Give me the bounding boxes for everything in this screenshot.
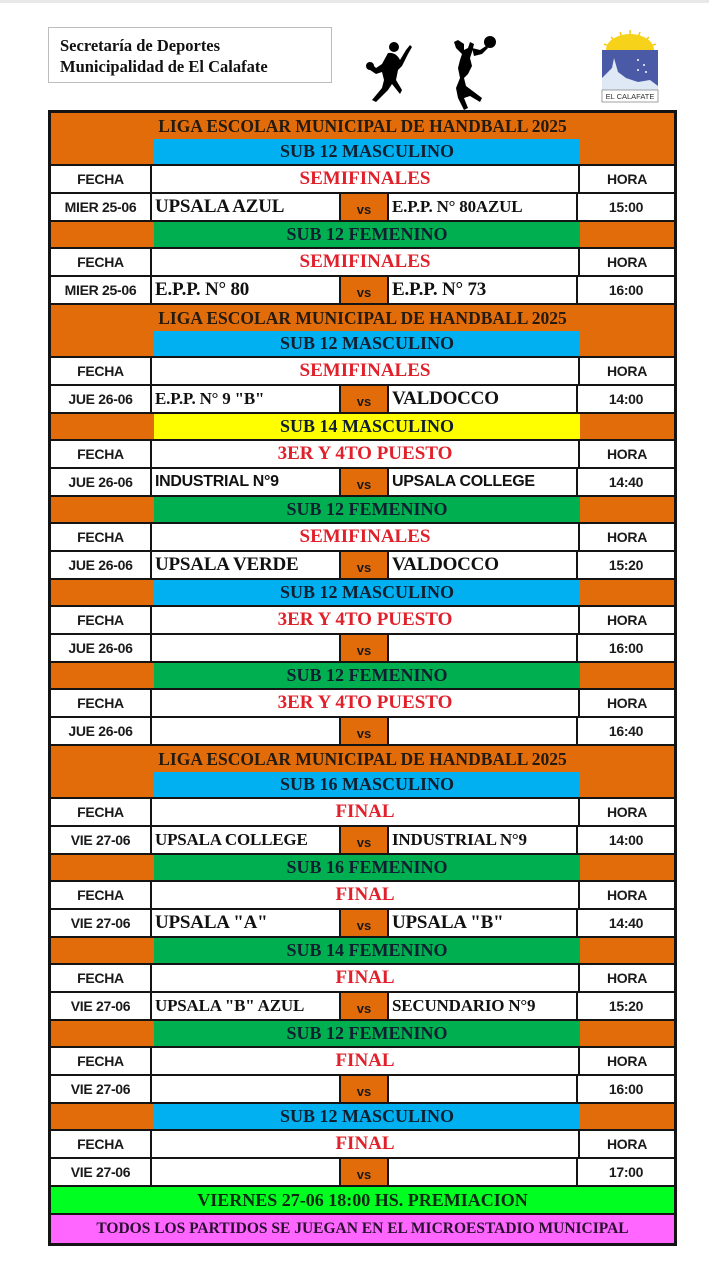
match-date: MIER 25-06 bbox=[51, 277, 152, 303]
league-title: LIGA ESCOLAR MUNICIPAL DE HANDBALL 2025 bbox=[158, 307, 567, 328]
stage-row bbox=[51, 799, 674, 827]
match-row bbox=[51, 910, 674, 938]
vs-label: vs bbox=[341, 635, 389, 661]
awards-text: VIERNES 27-06 18:00 HS. PREMIACION bbox=[197, 1189, 528, 1210]
stage-row bbox=[51, 965, 674, 993]
match-time: 16:00 bbox=[578, 277, 674, 303]
fecha-header: FECHA bbox=[51, 690, 152, 716]
team-away bbox=[389, 1159, 578, 1185]
team-away bbox=[389, 1076, 578, 1102]
fecha-header: FECHA bbox=[51, 882, 152, 908]
match-date: MIER 25-06 bbox=[51, 194, 152, 220]
match-row bbox=[51, 194, 674, 222]
match-time: 16:00 bbox=[578, 1076, 674, 1102]
awards-banner bbox=[51, 1187, 674, 1215]
team-home bbox=[152, 718, 341, 744]
vs-label: vs bbox=[341, 993, 389, 1019]
team-home: UPSALA VERDE bbox=[152, 552, 341, 578]
team-away: E.P.P. N° 73 bbox=[389, 277, 578, 303]
schedule-table bbox=[48, 110, 677, 1246]
team-home: INDUSTRIAL N°9 bbox=[152, 469, 341, 495]
vs-label: vs bbox=[341, 910, 389, 936]
vs-label: vs bbox=[341, 1159, 389, 1185]
category-row bbox=[51, 580, 674, 607]
team-away bbox=[389, 635, 578, 661]
hora-header: HORA bbox=[580, 607, 674, 633]
team-away: INDUSTRIAL N°9 bbox=[389, 827, 578, 853]
category-label: SUB 16 MASCULINO bbox=[154, 772, 580, 797]
match-date: VIE 27-06 bbox=[51, 993, 152, 1019]
match-time: 14:00 bbox=[578, 386, 674, 412]
team-away: VALDOCCO bbox=[389, 386, 578, 412]
fecha-header: FECHA bbox=[51, 1048, 152, 1074]
match-row bbox=[51, 386, 674, 414]
match-row bbox=[51, 469, 674, 497]
hora-header: HORA bbox=[580, 441, 674, 467]
fecha-header: FECHA bbox=[51, 965, 152, 991]
match-date: JUE 26-06 bbox=[51, 552, 152, 578]
hora-header: HORA bbox=[580, 882, 674, 908]
stage-label: 3ER Y 4TO PUESTO bbox=[152, 607, 580, 633]
match-row bbox=[51, 827, 674, 855]
league-title: LIGA ESCOLAR MUNICIPAL DE HANDBALL 2025 bbox=[158, 115, 567, 136]
match-time: 15:20 bbox=[578, 993, 674, 1019]
league-title: LIGA ESCOLAR MUNICIPAL DE HANDBALL 2025 bbox=[158, 748, 567, 769]
category-row bbox=[51, 331, 674, 358]
fecha-header: FECHA bbox=[51, 799, 152, 825]
hora-header: HORA bbox=[580, 690, 674, 716]
stage-label: FINAL bbox=[152, 965, 580, 991]
vs-label: vs bbox=[341, 718, 389, 744]
header-line-2: Municipalidad de El Calafate bbox=[60, 57, 268, 76]
hora-header: HORA bbox=[580, 1131, 674, 1157]
category-row bbox=[51, 855, 674, 882]
league-title-row bbox=[51, 746, 674, 772]
stage-label: SEMIFINALES bbox=[152, 358, 580, 384]
fecha-header: FECHA bbox=[51, 166, 152, 192]
category-row bbox=[51, 497, 674, 524]
team-home: E.P.P. N° 80 bbox=[152, 277, 341, 303]
hora-header: HORA bbox=[580, 965, 674, 991]
category-row bbox=[51, 938, 674, 965]
team-home bbox=[152, 1159, 341, 1185]
match-row bbox=[51, 1159, 674, 1187]
stage-row bbox=[51, 358, 674, 386]
fecha-header: FECHA bbox=[51, 1131, 152, 1157]
team-away: UPSALA "B" bbox=[389, 910, 578, 936]
stage-row bbox=[51, 1131, 674, 1159]
stage-row bbox=[51, 524, 674, 552]
organization-header bbox=[48, 27, 332, 83]
team-away: SECUNDARIO N°9 bbox=[389, 993, 578, 1019]
match-time: 15:20 bbox=[578, 552, 674, 578]
team-home: UPSALA AZUL bbox=[152, 194, 341, 220]
hora-header: HORA bbox=[580, 524, 674, 550]
match-date: JUE 26-06 bbox=[51, 469, 152, 495]
match-row bbox=[51, 718, 674, 746]
vs-label: vs bbox=[341, 469, 389, 495]
hora-header: HORA bbox=[580, 358, 674, 384]
match-date: JUE 26-06 bbox=[51, 386, 152, 412]
category-row bbox=[51, 139, 674, 166]
fecha-header: FECHA bbox=[51, 524, 152, 550]
stage-label: FINAL bbox=[152, 799, 580, 825]
team-home: E.P.P. N° 9 "B" bbox=[152, 386, 341, 412]
league-title-row bbox=[51, 113, 674, 139]
stage-label: 3ER Y 4TO PUESTO bbox=[152, 441, 580, 467]
category-label: SUB 12 FEMENINO bbox=[154, 497, 580, 522]
match-date: VIE 27-06 bbox=[51, 1076, 152, 1102]
category-label: SUB 12 MASCULINO bbox=[154, 580, 580, 605]
team-home: UPSALA "B" AZUL bbox=[152, 993, 341, 1019]
category-label: SUB 12 MASCULINO bbox=[154, 331, 580, 356]
vs-label: vs bbox=[341, 827, 389, 853]
vs-label: vs bbox=[341, 277, 389, 303]
handball-player-female-icon bbox=[448, 34, 504, 110]
team-home: UPSALA "A" bbox=[152, 910, 341, 936]
stage-row bbox=[51, 690, 674, 718]
hora-header: HORA bbox=[580, 799, 674, 825]
category-label: SUB 12 MASCULINO bbox=[154, 139, 580, 164]
match-row bbox=[51, 993, 674, 1021]
match-time: 14:00 bbox=[578, 827, 674, 853]
stage-row bbox=[51, 441, 674, 469]
team-home: UPSALA COLLEGE bbox=[152, 827, 341, 853]
match-time: 14:40 bbox=[578, 469, 674, 495]
team-away bbox=[389, 718, 578, 744]
category-row bbox=[51, 414, 674, 441]
match-row bbox=[51, 1076, 674, 1104]
category-row bbox=[51, 1021, 674, 1048]
fecha-header: FECHA bbox=[51, 358, 152, 384]
stage-label: FINAL bbox=[152, 882, 580, 908]
match-row bbox=[51, 277, 674, 305]
match-row bbox=[51, 635, 674, 663]
stage-row bbox=[51, 882, 674, 910]
hora-header: HORA bbox=[580, 1048, 674, 1074]
league-title-row bbox=[51, 305, 674, 331]
stage-row bbox=[51, 607, 674, 635]
category-label: SUB 12 FEMENINO bbox=[154, 222, 580, 247]
match-row bbox=[51, 552, 674, 580]
stage-label: SEMIFINALES bbox=[152, 166, 580, 192]
category-row bbox=[51, 772, 674, 799]
category-label: SUB 12 FEMENINO bbox=[154, 663, 580, 688]
category-label: SUB 12 FEMENINO bbox=[154, 1021, 580, 1046]
hora-header: HORA bbox=[580, 166, 674, 192]
fecha-header: FECHA bbox=[51, 249, 152, 275]
stage-label: FINAL bbox=[152, 1048, 580, 1074]
match-time: 17:00 bbox=[578, 1159, 674, 1185]
fecha-header: FECHA bbox=[51, 607, 152, 633]
match-time: 14:40 bbox=[578, 910, 674, 936]
stage-row bbox=[51, 249, 674, 277]
stage-label: FINAL bbox=[152, 1131, 580, 1157]
vs-label: vs bbox=[341, 552, 389, 578]
match-date: VIE 27-06 bbox=[51, 1159, 152, 1185]
hora-header: HORA bbox=[580, 249, 674, 275]
vs-label: vs bbox=[341, 1076, 389, 1102]
category-label: SUB 12 MASCULINO bbox=[154, 1104, 580, 1129]
team-away: UPSALA COLLEGE bbox=[389, 469, 578, 495]
match-date: JUE 26-06 bbox=[51, 635, 152, 661]
top-edge bbox=[0, 0, 709, 3]
category-label: SUB 14 FEMENINO bbox=[154, 938, 580, 963]
category-row bbox=[51, 663, 674, 690]
category-row bbox=[51, 222, 674, 249]
team-home bbox=[152, 1076, 341, 1102]
match-date: VIE 27-06 bbox=[51, 910, 152, 936]
team-away: E.P.P. N° 80AZUL bbox=[389, 194, 578, 220]
header-line-1: Secretaría de Deportes bbox=[60, 36, 221, 55]
stage-label: SEMIFINALES bbox=[152, 249, 580, 275]
match-date: JUE 26-06 bbox=[51, 718, 152, 744]
stage-row bbox=[51, 166, 674, 194]
stage-label: 3ER Y 4TO PUESTO bbox=[152, 690, 580, 716]
vs-label: vs bbox=[341, 386, 389, 412]
el-calafate-crest-icon bbox=[598, 28, 662, 104]
venue-banner bbox=[51, 1215, 674, 1243]
venue-text: TODOS LOS PARTIDOS SE JUEGAN EN EL MICROESTADIO MUNICIPAL bbox=[96, 1220, 629, 1237]
vs-label: vs bbox=[341, 194, 389, 220]
svg-text:EL CALAFATE: EL CALAFATE bbox=[605, 92, 655, 101]
category-label: SUB 16 FEMENINO bbox=[154, 855, 580, 880]
stage-row bbox=[51, 1048, 674, 1076]
match-date: VIE 27-06 bbox=[51, 827, 152, 853]
match-time: 16:40 bbox=[578, 718, 674, 744]
category-row bbox=[51, 1104, 674, 1131]
stage-label: SEMIFINALES bbox=[152, 524, 580, 550]
handball-player-male-icon bbox=[362, 40, 418, 106]
fecha-header: FECHA bbox=[51, 441, 152, 467]
match-time: 15:00 bbox=[578, 194, 674, 220]
team-home bbox=[152, 635, 341, 661]
match-time: 16:00 bbox=[578, 635, 674, 661]
category-label: SUB 14 MASCULINO bbox=[154, 414, 580, 439]
team-away: VALDOCCO bbox=[389, 552, 578, 578]
